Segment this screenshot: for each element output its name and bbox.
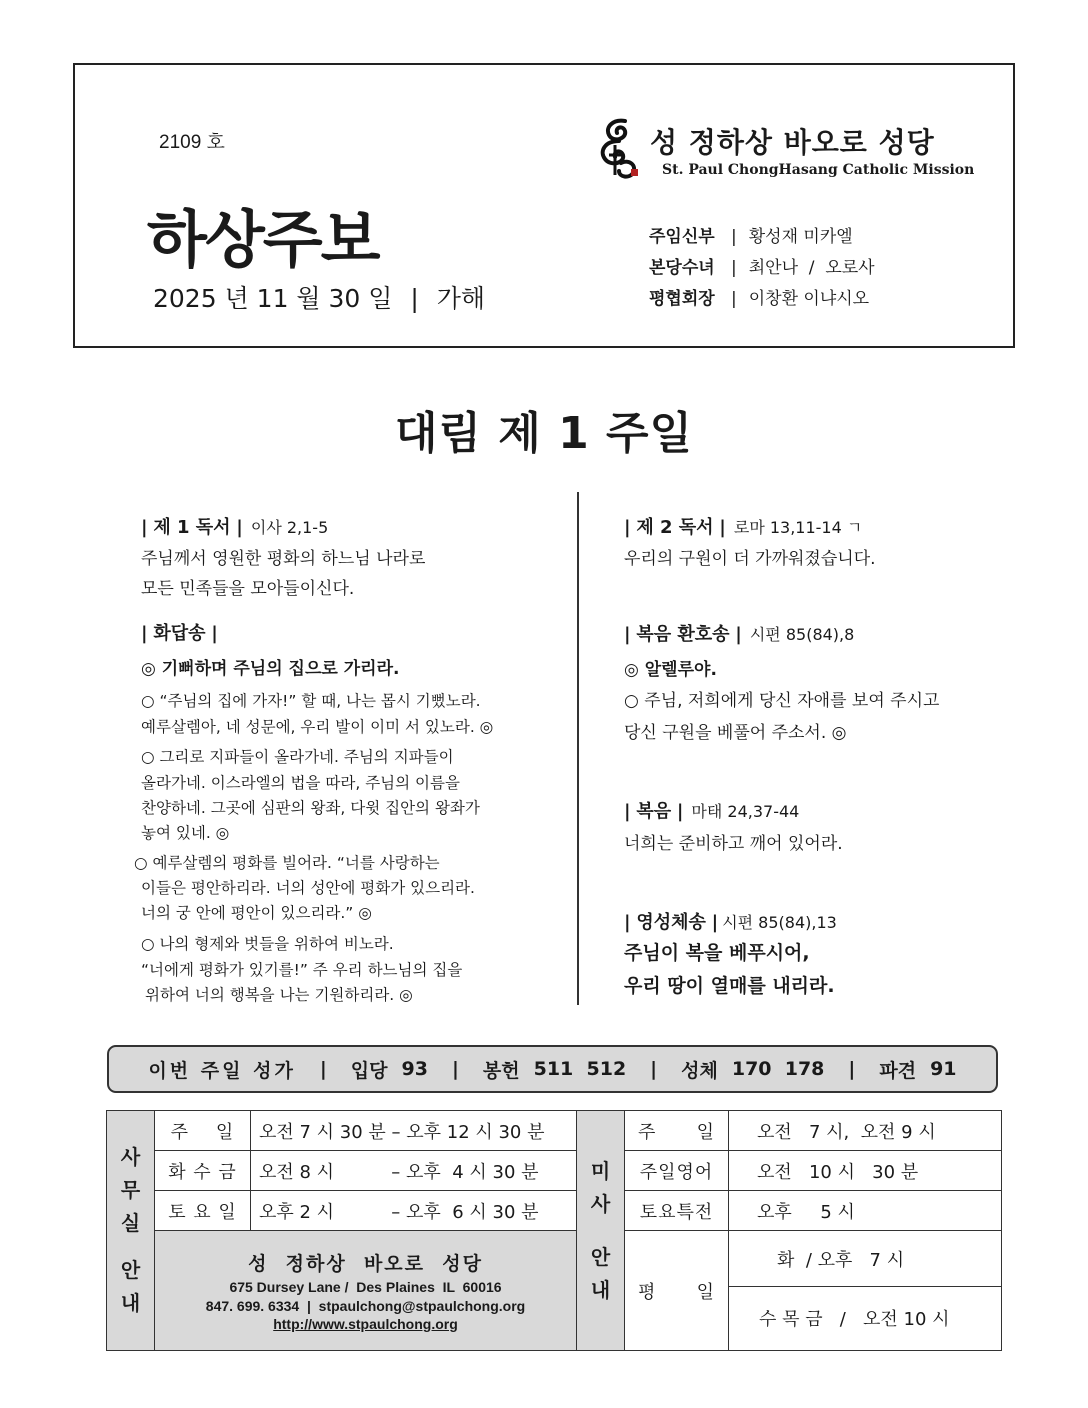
psalm-verse-line: 너의 궁 안에 평안이 있으리라.” ◎ bbox=[141, 904, 372, 922]
staff-role: 주임신부 bbox=[649, 227, 715, 247]
bulletin-title: 하상주보 bbox=[147, 203, 379, 276]
psalm-response: ◎ 기뻐하며 주님의 집으로 가리라. bbox=[141, 659, 400, 679]
reading1-line-2: 모든 민족들을 모아들이신다. bbox=[141, 579, 355, 599]
staff-role: 본당수녀 bbox=[649, 258, 715, 278]
communion-header: | 영성체송 | 시편 85(84),13 bbox=[624, 912, 837, 933]
reading1-header: | 제 1 독서 | 이사 2,1-5 bbox=[141, 517, 329, 538]
hymn-offertory-number: 511 512 bbox=[533, 1058, 627, 1080]
psalm-verse-line: 찬양하네. 그곳에 심판의 왕좌, 다윗 집안의 왕좌가 bbox=[141, 799, 480, 817]
psalm-verse-line: ○ 예루살렘의 평화를 빌어라. “너를 사랑하는 bbox=[134, 854, 440, 872]
mass-time: 오후 5 시 bbox=[729, 1191, 1002, 1231]
reading2-ref: 로마 13,11-14 ㄱ bbox=[733, 518, 863, 537]
address-contact: 847. 699. 6334 | stpaulchong@stpaulchong.org bbox=[205, 1298, 526, 1314]
column-divider bbox=[577, 492, 579, 1005]
alleluia-ref: 시편 85(84),8 bbox=[749, 625, 855, 644]
psalm-verse-line: 올라가네. 이스라엘의 법을 따라, 주님의 이름을 bbox=[141, 774, 460, 792]
psalm-verse-line: 놓여 있네. ◎ bbox=[141, 824, 230, 842]
psalm-verse-line: ○ 나의 형제와 벗들을 위하여 비노라. bbox=[141, 935, 394, 953]
staff-name: 최안나 / 오로사 bbox=[748, 258, 875, 278]
date-line bbox=[153, 279, 485, 315]
schedule-table bbox=[106, 1110, 1002, 1351]
bulletin-date: 2025 년 11 월 30 일 bbox=[153, 284, 393, 313]
communion-line-1: 주님이 복을 베푸시어, bbox=[624, 942, 810, 964]
alleluia-line-2: 당신 구원을 베풀어 주소서. ◎ bbox=[624, 723, 847, 743]
mass-day: 주 일 bbox=[625, 1111, 729, 1151]
mass-time: 오전 7 시, 오전 9 시 bbox=[729, 1111, 1002, 1151]
office-time: 오후 2 시 – 오후 6 시 30 분 bbox=[251, 1191, 577, 1231]
psalm-verse-line: 위하여 너의 행복을 나는 기원하리라. ◎ bbox=[145, 986, 413, 1004]
masthead-box bbox=[73, 63, 1015, 348]
mass-day: 토요특전 bbox=[625, 1191, 729, 1231]
hymn-recessional-label: 파견 bbox=[879, 1059, 917, 1082]
mass-weekday-day: 평 일 bbox=[625, 1231, 729, 1351]
psalm-header: | 화답송 | bbox=[141, 623, 218, 644]
office-time: 오전 8 시 – 오후 4 시 30 분 bbox=[251, 1151, 577, 1191]
staff-row-sister: 본당수녀 | 최안나 / 오로사 bbox=[649, 253, 875, 278]
gospel-header: | 복음 | 마태 24,37-44 bbox=[624, 801, 800, 822]
hymn-entrance-number: 93 bbox=[401, 1058, 428, 1080]
hymn-communion-number: 170 178 bbox=[731, 1058, 825, 1080]
office-day: 토 요 일 bbox=[155, 1191, 251, 1231]
church-logo-icon bbox=[595, 115, 643, 181]
staff-name: 이창환 이냐시오 bbox=[748, 289, 870, 309]
psalm-verse-line: 예루살렘아, 네 성문에, 우리 발이 이미 서 있노라. ◎ bbox=[141, 718, 494, 736]
reading1-line-1: 주님께서 영원한 평화의 하느님 나라로 bbox=[141, 549, 426, 569]
reading2-header: | 제 2 독서 | 로마 13,11-14 ㄱ bbox=[624, 517, 863, 538]
office-day: 주 일 bbox=[155, 1111, 251, 1151]
mass-weekday-time: 수 목 금 / 오전 10 시 bbox=[759, 1309, 950, 1330]
communion-line-2: 우리 땅이 열매를 내리라. bbox=[624, 975, 835, 997]
psalm-label: 화답송 bbox=[153, 623, 206, 644]
hymn-recessional-number: 91 bbox=[930, 1058, 957, 1080]
reading1-label: 제 1 독서 bbox=[153, 517, 231, 538]
office-time: 오전 7 시 30 분 – 오후 12 시 30 분 bbox=[251, 1111, 577, 1151]
date-separator: | bbox=[410, 284, 419, 313]
address-street: 675 Dursey Lane / Des Plaines IL 60016 bbox=[229, 1279, 502, 1295]
address-church-name: 성 정하상 바오로 성당 bbox=[248, 1253, 483, 1275]
mass-weekday-time: 화 / 오후 7 시 bbox=[729, 1232, 1001, 1287]
liturgical-year: 가해 bbox=[436, 284, 486, 313]
staff-row-council-president: 평협회장 | 이창환 이냐시오 bbox=[649, 284, 869, 309]
website-link[interactable]: http://www.stpaulchong.org bbox=[273, 1316, 458, 1332]
reading2-line-1: 우리의 구원이 더 가까워졌습니다. bbox=[624, 549, 876, 569]
alleluia-header: | 복음 환호송 | 시편 85(84),8 bbox=[624, 624, 855, 645]
church-name: 성 정하상 바오로 성당 bbox=[650, 126, 935, 159]
alleluia-response: ◎ 알렐루야. bbox=[624, 660, 717, 680]
mass-time: 오전 10 시 30 분 bbox=[729, 1151, 1002, 1191]
psalm-verse-line: 이들은 평안하리라. 너의 성안에 평화가 있으리라. bbox=[141, 879, 475, 897]
mass-label: 미 사 안 내 bbox=[577, 1111, 625, 1351]
hymn-offertory-label: 봉헌 bbox=[482, 1059, 520, 1082]
staff-row-pastor: 주임신부 | 황성재 미카엘 bbox=[649, 222, 853, 247]
office-label: 사 무 실 안 내 bbox=[107, 1111, 155, 1351]
hymn-entrance-label: 입당 bbox=[350, 1059, 388, 1082]
hymn-communion-label: 성체 bbox=[681, 1059, 718, 1082]
office-day: 화 수 금 bbox=[155, 1151, 251, 1191]
reading1-ref: 이사 2,1-5 bbox=[250, 518, 329, 537]
gospel-ref: 마태 24,37-44 bbox=[691, 802, 800, 821]
staff-name: 황성재 미카엘 bbox=[748, 227, 853, 247]
alleluia-line-1: ○ 주님, 저희에게 당신 자애를 보여 주시고 bbox=[624, 691, 940, 711]
issue-number: 2109 호 bbox=[159, 132, 225, 153]
psalm-verse-line: “너에게 평화가 있기를!” 주 우리 하느님의 집을 bbox=[141, 961, 463, 979]
gospel-label: 복음 bbox=[636, 801, 672, 822]
alleluia-label: 복음 환호송 bbox=[636, 624, 730, 645]
reading2-label: 제 2 독서 bbox=[636, 517, 714, 538]
hymn-bar: 이번 주일 성가 | 입당 93 | 봉헌 511 512 | 성체 170 178 | 파견 91 bbox=[107, 1045, 998, 1093]
psalm-verse-line: ○ 그리로 지파들이 올라가네. 주님의 지파들이 bbox=[141, 748, 454, 766]
psalm-verse-line: ○ “주님의 집에 가자!” 할 때, 나는 몹시 기뻤노라. bbox=[141, 692, 481, 710]
church-address-block bbox=[155, 1231, 577, 1351]
gospel-line-1: 너희는 준비하고 깨어 있어라. bbox=[624, 834, 843, 854]
hymn-title: 이번 주일 성가 bbox=[148, 1059, 296, 1082]
communion-ref: 시편 85(84),13 bbox=[722, 913, 837, 932]
staff-role: 평협회장 bbox=[649, 289, 715, 309]
mass-weekday-times bbox=[729, 1231, 1002, 1351]
church-name-english: St. Paul ChongHasang Catholic Mission bbox=[662, 162, 975, 178]
main-heading: 대림 제 1 주일 bbox=[394, 408, 694, 459]
communion-label: 영성체송 bbox=[636, 912, 706, 933]
mass-day: 주일영어 bbox=[625, 1151, 729, 1191]
